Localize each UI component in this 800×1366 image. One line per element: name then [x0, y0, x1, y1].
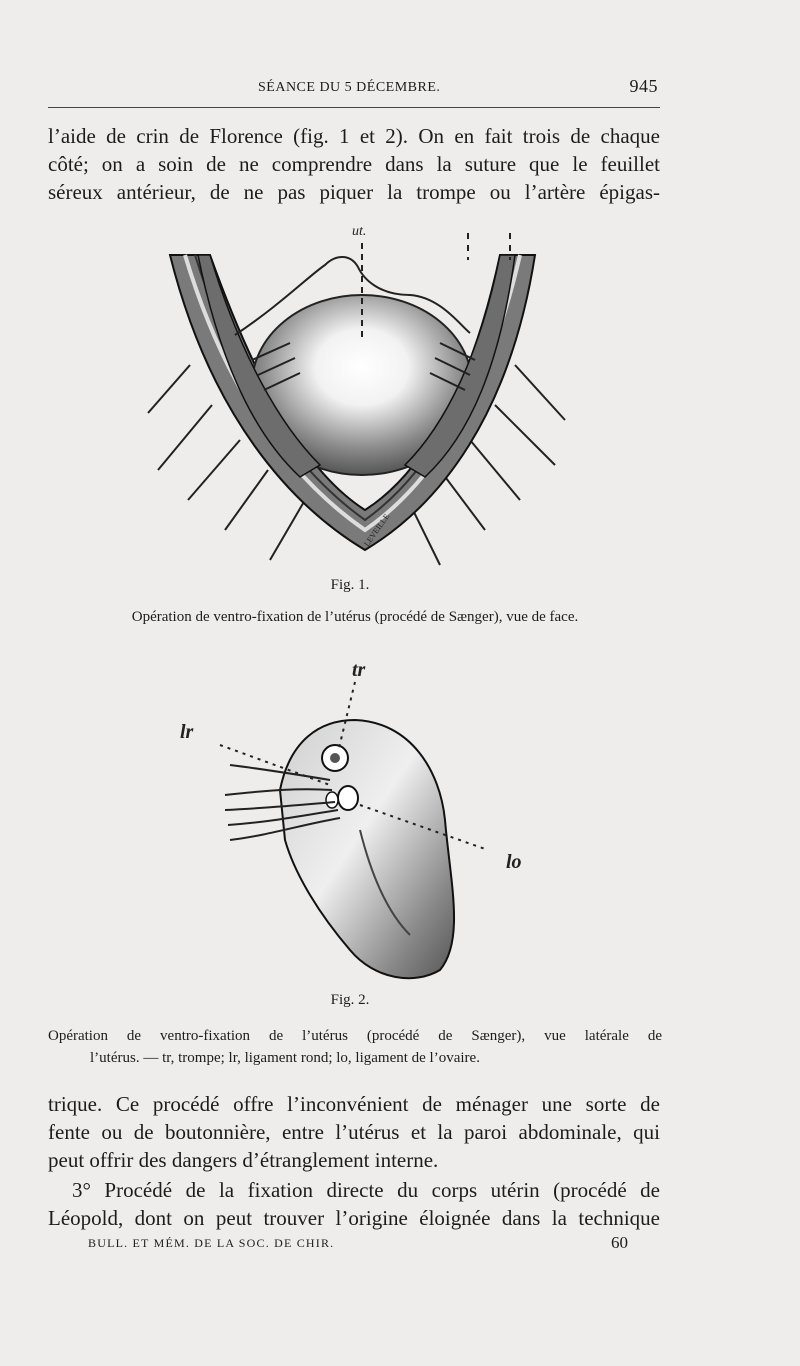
- text-line: 3° Procédé de la fixation directe du corps utérin (procédé de: [72, 1178, 660, 1202]
- text-line: l’aide de crin de Florence (fig. 1 et 2). On en fait trois de chaque: [48, 124, 660, 148]
- figure-2-illustration: [170, 650, 550, 990]
- figure2-title: Fig. 2.: [330, 992, 370, 1008]
- text-line: séreux antérieur, de ne pas piquer la trompe ou l’artère épigas-: [48, 180, 660, 204]
- figure-1-illustration: [140, 215, 580, 585]
- running-header: [48, 78, 660, 102]
- bottom-paragraph-2: [48, 1176, 660, 1232]
- caption-line: Opération de ventro-fixation de l’utérus (procédé de Sænger), vue latérale de: [48, 1028, 662, 1044]
- figure1-title: Fig. 1.: [330, 577, 370, 593]
- figure2-label-lo: lo: [506, 851, 522, 873]
- engraver-signature: LEVEILLE: [362, 512, 392, 549]
- figure2-caption: [48, 1025, 662, 1069]
- figure1-label-ut: ut.: [352, 224, 367, 239]
- text-line: trique. Ce procédé offre l’inconvénient de ménager une sorte de: [48, 1092, 660, 1116]
- figure2-label-lr: lr: [180, 721, 194, 743]
- text-line: fente ou de boutonnière, entre l’utérus et la paroi abdominale, qui: [48, 1120, 660, 1144]
- page-number: 945: [629, 76, 658, 96]
- caption-line: l’utérus. — tr, trompe; lr, ligament rond; lo, ligament de l’ovaire.: [90, 1050, 480, 1066]
- text-line: Léopold, dont on peut trouver l’origine éloignée dans la technique: [48, 1206, 660, 1230]
- page-footer: [88, 1233, 628, 1252]
- bottom-paragraph-1: [48, 1090, 660, 1174]
- journal-signature: BULL. ET MÉM. DE LA SOC. DE CHIR.: [88, 1236, 335, 1250]
- text-line: côté; on a soin de ne comprendre dans la suture que le feuillet: [48, 152, 660, 176]
- ovarian-ligament-stump: [338, 786, 358, 810]
- top-paragraph: [48, 122, 660, 206]
- figure1-caption: Opération de ventro-fixation de l’utérus (procédé de Sænger), vue de face.: [131, 609, 579, 625]
- header-title: SÉANCE DU 5 DÉCEMBRE.: [258, 80, 441, 95]
- sheet-number: 60: [611, 1233, 628, 1252]
- text-line: peut offrir des dangers d’étranglement interne.: [48, 1148, 439, 1172]
- figure2-label-tr: tr: [352, 659, 366, 681]
- uterus-side-view: [280, 720, 454, 978]
- header-rule: [48, 107, 660, 108]
